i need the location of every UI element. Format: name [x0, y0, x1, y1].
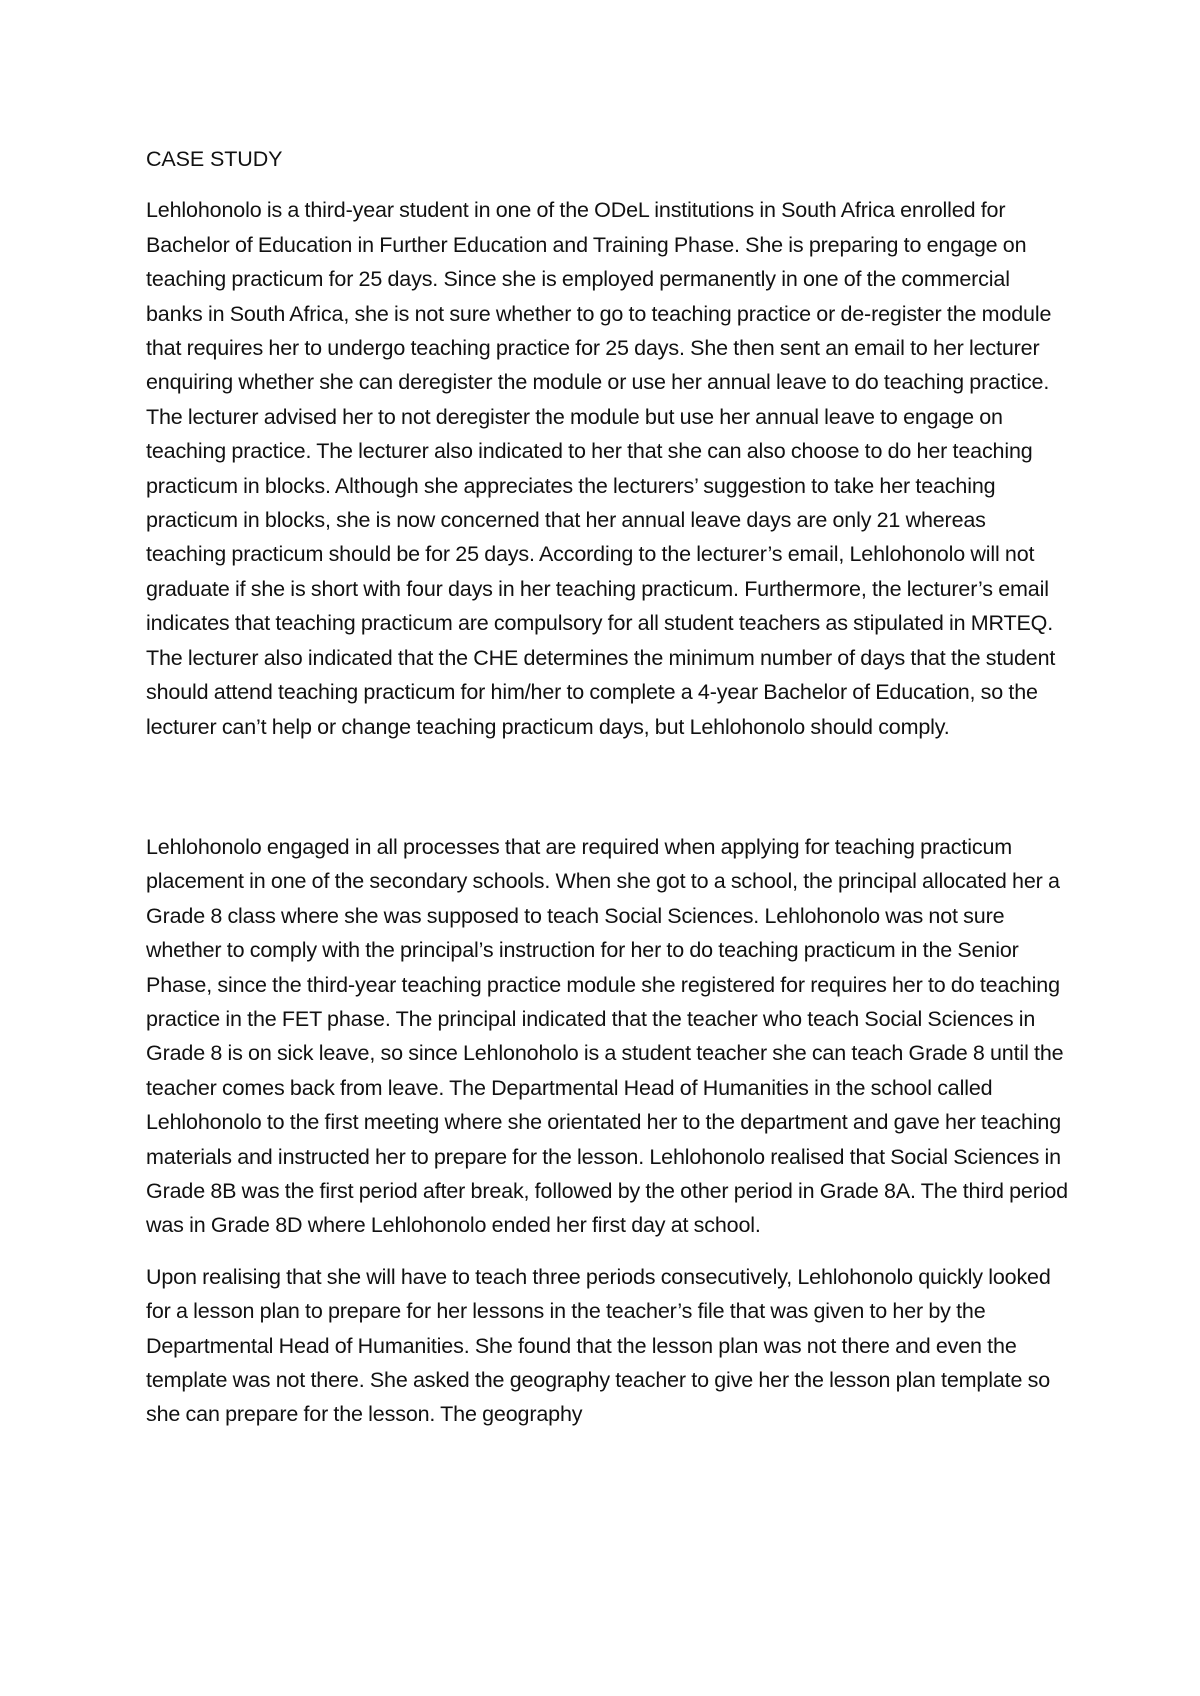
paragraph-3: Upon realising that she will have to teach three periods consecutively, Lehlohonolo quickly looked for a lesson plan to prepare for her lessons in the teacher’s file that was given to her by the Departmental Head of Humanities. She found that the lesson plan was not there and even the template was not there. She asked the geography teacher to give her the lesson plan template so she can prepare for the lesson. The geography	[146, 1264, 1051, 1427]
paragraph-spacer	[146, 744, 1071, 830]
paragraph-2: Lehlohonolo engaged in all processes that are required when applying for teaching practicum placement in one of the secondary schools. When she got to a school, the principal allocated her a Grade 8 class where she was supposed to teach Social Sciences. Lehlohonolo was not sure whether to comply with the principal’s instruction for her to do teaching practicum in the Senior Phase, since the third-year teaching practice module she registered for requires her to do teaching practice in the FET phase. The principal indicated that the teacher who teach Social Sciences in Grade 8 is on sick leave, so since Lehlonoholo is a student teacher she can teach Grade 8 until the teacher comes back from leave. The Departmental Head of Humanities in the school called Lehlohonolo to the first meeting where she orientated her to the department and gave her teaching materials and instructed her to prepare for the lesson. Lehlohonolo realised that Social Sciences in Grade 8B was the first period after break, followed by the other period in Grade 8A. The third period was in Grade 8D where Lehlohonolo ended her first day at school.	[146, 834, 1068, 1238]
document-heading: CASE STUDY	[146, 147, 283, 171]
paragraph-1: Lehlohonolo is a third-year student in one of the ODeL institutions in South Africa enrolled for Bachelor of Education in Further Education and Training Phase. She is preparing to engage on teaching practicum for 25 days. Since she is employed permanently in one of the commercial banks in South Africa, she is not sure whether to go to teaching practice or de-register the module that requires her to undergo teaching practice for 25 days. She then sent an email to her lecturer enquiring whether she can deregister the module or use her annual leave to do teaching practice. The lecturer advised her to not deregister the module but use her annual leave to engage on teaching practice. The lecturer also indicated to her that she can also choose to do her teaching practicum in blocks. Although she appreciates the lecturers’ suggestion to take her teaching practicum in blocks, she is now concerned that her annual leave days are only 21 whereas teaching practicum should be for 25 days. According to the lecturer’s email, Lehlohonolo will not graduate if she is short with four days in her teaching practicum. Furthermore, the lecturer’s email indicates that teaching practicum are compulsory for all student teachers as stipulated in MRTEQ. The lecturer also indicated that the CHE determines the minimum number of days that the student should attend teaching practicum for him/her to complete a 4-year Bachelor of Education, so the lecturer can’t help or change teaching practicum days, but Lehlohonolo should comply.	[146, 198, 1056, 739]
document-page	[146, 142, 1071, 1432]
paragraph-spacer	[146, 1243, 1071, 1260]
